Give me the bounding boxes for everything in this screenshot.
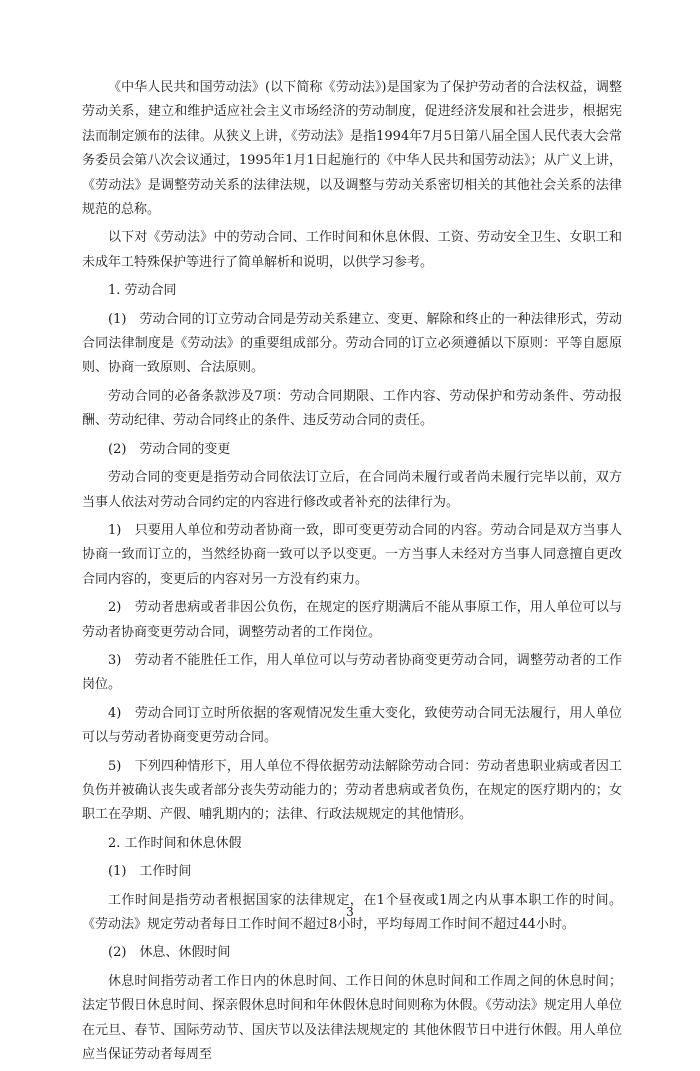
subheading-working-time: (1) 工作时间 [108,864,192,880]
contract-change-definition-paragraph: 劳动合同的变更是指劳动合同依法订立后，在合同尚未履行或者尚未履行完毕以前，双方当事人依法对劳动合同约定的内容进行修改或者补充的法律行为。 [82,470,622,510]
overview-paragraph: 以下对《劳动法》中的劳动合同、工作时间和休息休假、工资、劳动安全卫生、女职工和未成年工特殊保护等进行了简单解析和说明，以供学习参考。 [82,230,622,270]
working-time-paragraph: 工作时间是指劳动者根据国家的法律规定，在1个昼夜或1周之内从事本职工作的时间。《劳动法》规定劳动者每日工作时间不超过8小时，平均每周工作时间不超过44小时。 [82,892,622,932]
document-body [82,76,622,1071]
section-heading-working-hours: 2. 工作时间和休息休假 [108,835,242,851]
rest-time-paragraph: 休息时间指劳动者工作日内的休息时间、工作日间的休息时间和工作周之间的休息时间；法定节假日休息时间、探亲假休息时间和年休假休息时间则称为休假。《劳动法》规定用人单位在元旦、春节、国际劳动节、国庆节以及法律法规规定的 其他休假节日中进行休假。用人单位应当保证劳动者每周至 [82,973,622,1063]
subheading-contract-change: (2) 劳动合同的变更 [108,441,231,457]
contract-change-item-2: 2) 劳动者患病或者非因公负伤，在规定的医疗期满后不能从事原工作，用人单位可以与劳动者协商变更劳动合同，调整劳动者的工作岗位。 [82,600,622,640]
page-number: 3 [346,905,354,919]
contract-change-item-4: 4) 劳动合同订立时所依据的客观情况发生重大变化，致使劳动合同无法履行，用人单位可以与劳动者协商变更劳动合同。 [82,705,622,746]
contract-change-item-3: 3) 劳动者不能胜任工作，用人单位可以与劳动者协商变更劳动合同，调整劳动者的工作岗位。 [82,652,622,693]
contract-change-item-1: 1) 只要用人单位和劳动者协商一致，即可变更劳动合同的内容。劳动合同是双方当事人协商一致而订立的，当然经协商一致可以予以变更。一方当事人未经对方当事人同意擅自更改合同内容的，变更后的内容对另一方没有约束力。 [82,522,622,587]
contract-change-item-5: 5) 下列四种情形下，用人单位不得依据劳动法解除劳动合同：劳动者患职业病或者因工负伤并被确认丧失或者部分丧失劳动能力的；劳动者患病或者负伤，在规定的医疗期内的；女职工在孕期、产假、哺乳期内的；法律、行政法规规定的其他情形。 [82,758,622,823]
subheading-rest-time: (2) 休息、休假时间 [108,945,231,961]
intro-paragraph: 《中华人民共和国劳动法》(以下简称《劳动法》)是国家为了保护劳动者的合法权益，调整劳动关系，建立和维护适应社会主义市场经济的劳动制度，促进经济发展和社会进步，根据宪法而制定颁布的法律。从狭义上讲，《劳动法》是指1994年7月5日第八届全国人民代表大会常务委员会第八次会议通过，1995年1月1日起施行的《中华人民共和国劳动法》；从广义上讲，《劳动法》是调整劳动关系的法律法规，以及调整与劳动关系密切相关的其他社会关系的法律规范的总称。 [82,80,622,218]
contract-formation-paragraph: (1) 劳动合同的订立劳动合同是劳动关系建立、变更、解除和终止的一种法律形式，劳动合同法律制度是《劳动法》的重要组成部分。劳动合同的订立必须遵循以下原则：平等自愿原则、协商一致原则、合法原则。 [82,311,622,376]
section-heading-labor-contract: 1. 劳动合同 [108,283,177,299]
contract-required-clauses-paragraph: 劳动合同的必备条款涉及7项：劳动合同期限、工作内容、劳动保护和劳动条件、劳动报酬、劳动纪律、劳动合同终止的条件、违反劳动合同的责任。 [82,388,622,429]
